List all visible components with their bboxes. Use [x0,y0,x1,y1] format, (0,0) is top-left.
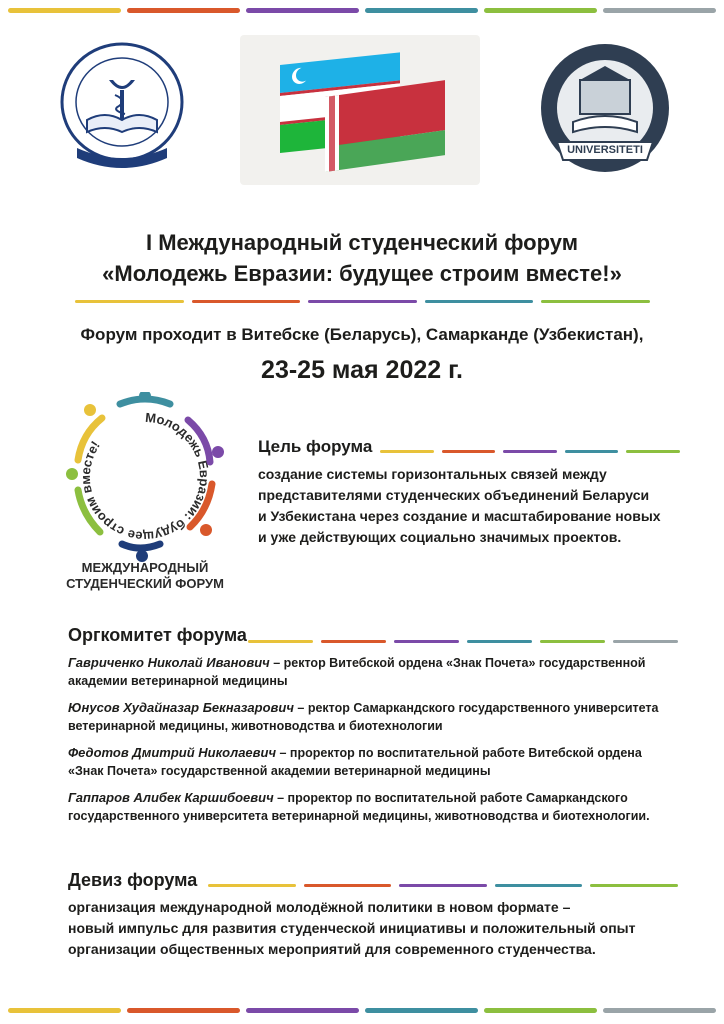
stripe [495,884,583,887]
uzbekistan-belarus-flags-icon [240,35,480,185]
stripe [8,1008,121,1013]
forum-title-line1: I Международный студенческий форум [146,230,578,255]
top-color-stripes [0,8,724,14]
committee-member [68,789,678,825]
stripe [394,640,459,643]
member-name: Юнусов Худайназар Бекназарович [68,700,294,715]
member-name: Гавриченко Николай Иванович [68,655,270,670]
forum-logo-caption-line2: СТУДЕНЧЕСКИЙ ФОРУМ [66,576,224,591]
motto-divider [208,884,678,887]
stripe [503,450,557,453]
right-logo-label: UNIVERSITETI [567,144,643,156]
stripe [540,640,605,643]
member-name: Федотов Дмитрий Николаевич [68,745,277,760]
forum-title-line2: «Молодежь Евразии: будущее строим вместе!» [102,261,622,286]
motto-heading: Девиз форума [68,870,198,890]
stripe [75,300,184,303]
goal-line: и уже действующих социально значимых проектов. [258,529,622,545]
stripe [442,450,496,453]
stripe [603,8,716,13]
member-role: – ректор Витебской ордена «Знак Почета» государственной академии ветеринарной медицины [68,656,646,688]
committee-divider [248,640,678,643]
bottom-color-stripes [0,1008,724,1014]
stripe [590,884,678,887]
committee-member [68,699,678,735]
goal-line: представителями студенческих объединений Беларуси [258,487,650,503]
stripe [321,640,386,643]
samarkand-university-emblem-icon [535,40,675,180]
stripe [399,884,487,887]
stripe [192,300,301,303]
stripe [626,450,680,453]
stripe [127,1008,240,1013]
committee-list [68,654,678,834]
title-divider [75,300,650,303]
goal-divider [380,450,680,453]
committee-member [68,654,678,690]
member-role: – ректор Самаркандского государственного университета ветеринарной медицины, животноводства и биотехнологии [68,701,659,733]
stripe [484,1008,597,1013]
forum-logo-caption-line1: МЕЖДУНАРОДНЫЙ [81,560,209,575]
stripe [484,8,597,13]
committee-member [68,744,678,780]
stripe [603,1008,716,1013]
forum-logo-ring-text: Молодежь Евразии: будущее строим вместе! [77,409,213,545]
member-name: Гаппаров Алибек Каршибоевич [68,790,274,805]
stripe [8,8,121,13]
motto-text [68,897,688,960]
stripe [613,640,678,643]
forum-logo-caption [40,560,250,592]
stripe [365,1008,478,1013]
stripe [246,8,359,13]
stripe [304,884,392,887]
member-role: – проректор по воспитательной работе Самаркандского государственного университета ветеринарной медицины, животноводства и биотехнологии. [68,791,650,823]
stripe [565,450,619,453]
goal-line: создание системы горизонтальных связей между [258,466,607,482]
forum-venue: Форум проходит в Витебске (Беларусь), Самарканде (Узбекистан), [80,325,644,344]
committee-heading: Оргкомитет форума [68,625,247,645]
motto-line: организация международной молодёжной политики в новом формате – [68,899,571,915]
stripe [208,884,296,887]
stripe [246,1008,359,1013]
motto-line: новый импульс для развития студенческой инициативы и положительный опыт [68,920,636,936]
stripe [425,300,534,303]
stripe [467,640,532,643]
goal-text [258,464,688,548]
stripe [365,8,478,13]
stripe [127,8,240,13]
stripe [380,450,434,453]
stripe [308,300,417,303]
vitebsk-academy-emblem-icon [57,40,187,180]
stripe [248,640,313,643]
forum-dates: 23-25 мая 2022 г. [261,356,463,384]
member-role: – проректор по воспитательной работе Витебской ордена «Знак Почета» государственной академии ветеринарной медицины [68,746,642,778]
motto-line: организации общественных мероприятий для современного студенчества. [68,941,596,957]
goal-heading: Цель форума [258,437,373,456]
stripe [541,300,650,303]
goal-line: и Узбекистана через создание и масштабирование новых [258,508,661,524]
